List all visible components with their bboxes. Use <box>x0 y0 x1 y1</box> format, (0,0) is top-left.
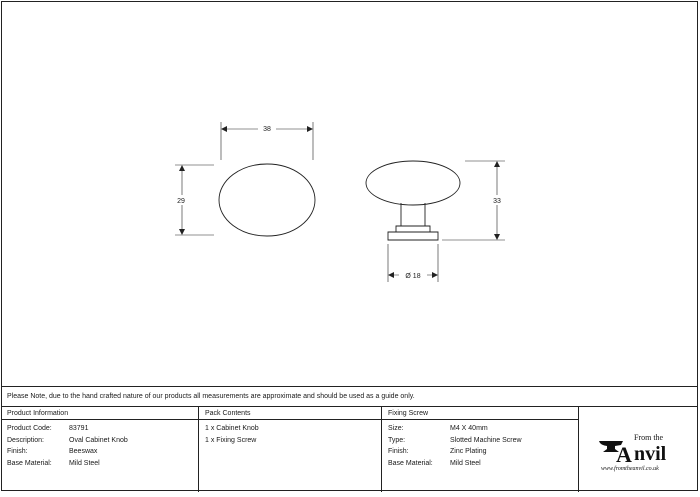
row-value: Slotted Machine Screw <box>450 436 522 444</box>
height-label: 29 <box>177 198 185 205</box>
logo-initial: A <box>616 442 632 467</box>
logo-url: www.fromtheanvil.co.uk <box>601 466 659 472</box>
description-row <box>7 435 192 447</box>
pack-contents-section <box>199 407 382 492</box>
row-value: M4 X 40mm <box>450 425 488 432</box>
row-label: Finish: <box>388 448 409 455</box>
row-value: 83791 <box>69 425 89 432</box>
side-view <box>366 161 506 282</box>
fixing-screw-section <box>382 407 579 492</box>
base-diameter-label: Ø 18 <box>405 273 421 280</box>
row-value: Beeswax <box>69 448 98 455</box>
row-value: Mild Steel <box>69 459 100 467</box>
product-information-section <box>1 407 199 492</box>
row-value: Oval Cabinet Knob <box>69 436 128 444</box>
screw-type-row <box>388 435 572 447</box>
knob-head <box>366 161 460 205</box>
spec-table <box>1 406 698 491</box>
pack-item: 1 x Fixing Screw <box>205 436 257 444</box>
row-label: Product Code: <box>7 425 52 432</box>
from-the-anvil-logo <box>579 407 698 492</box>
product-information-heading: Product Information <box>1 407 198 420</box>
pack-contents-heading: Pack Contents <box>199 407 381 420</box>
screw-size-row <box>388 423 572 435</box>
side-height-label: 33 <box>493 198 501 205</box>
top-view-oval <box>219 164 315 236</box>
row-label: Size: <box>388 425 404 432</box>
knob-stem <box>401 203 425 226</box>
screw-finish-row <box>388 446 572 458</box>
logo-from-the: From the <box>634 433 664 442</box>
logo-name: nvil <box>634 443 667 465</box>
top-view <box>172 122 315 236</box>
row-label: Base Material: <box>7 459 52 467</box>
width-label: 38 <box>263 126 271 133</box>
fixing-screw-heading: Fixing Screw <box>382 407 578 420</box>
row-label: Base Material: <box>388 459 433 467</box>
screw-material-row <box>388 458 572 470</box>
knob-base <box>388 226 438 240</box>
row-label: Description: <box>7 436 44 444</box>
product-code-row <box>7 423 192 435</box>
disclaimer-note: Please Note, due to the hand crafted nature of our products all measurements are approximate and should be used as a guide only. <box>1 386 698 406</box>
row-label: Finish: <box>7 448 28 455</box>
finish-row <box>7 446 192 458</box>
base-material-row <box>7 458 192 470</box>
row-value: Mild Steel <box>450 459 481 467</box>
pack-item: 1 x Cabinet Knob <box>205 425 259 432</box>
row-value: Zinc Plating <box>450 448 487 455</box>
row-label: Type: <box>388 436 406 444</box>
